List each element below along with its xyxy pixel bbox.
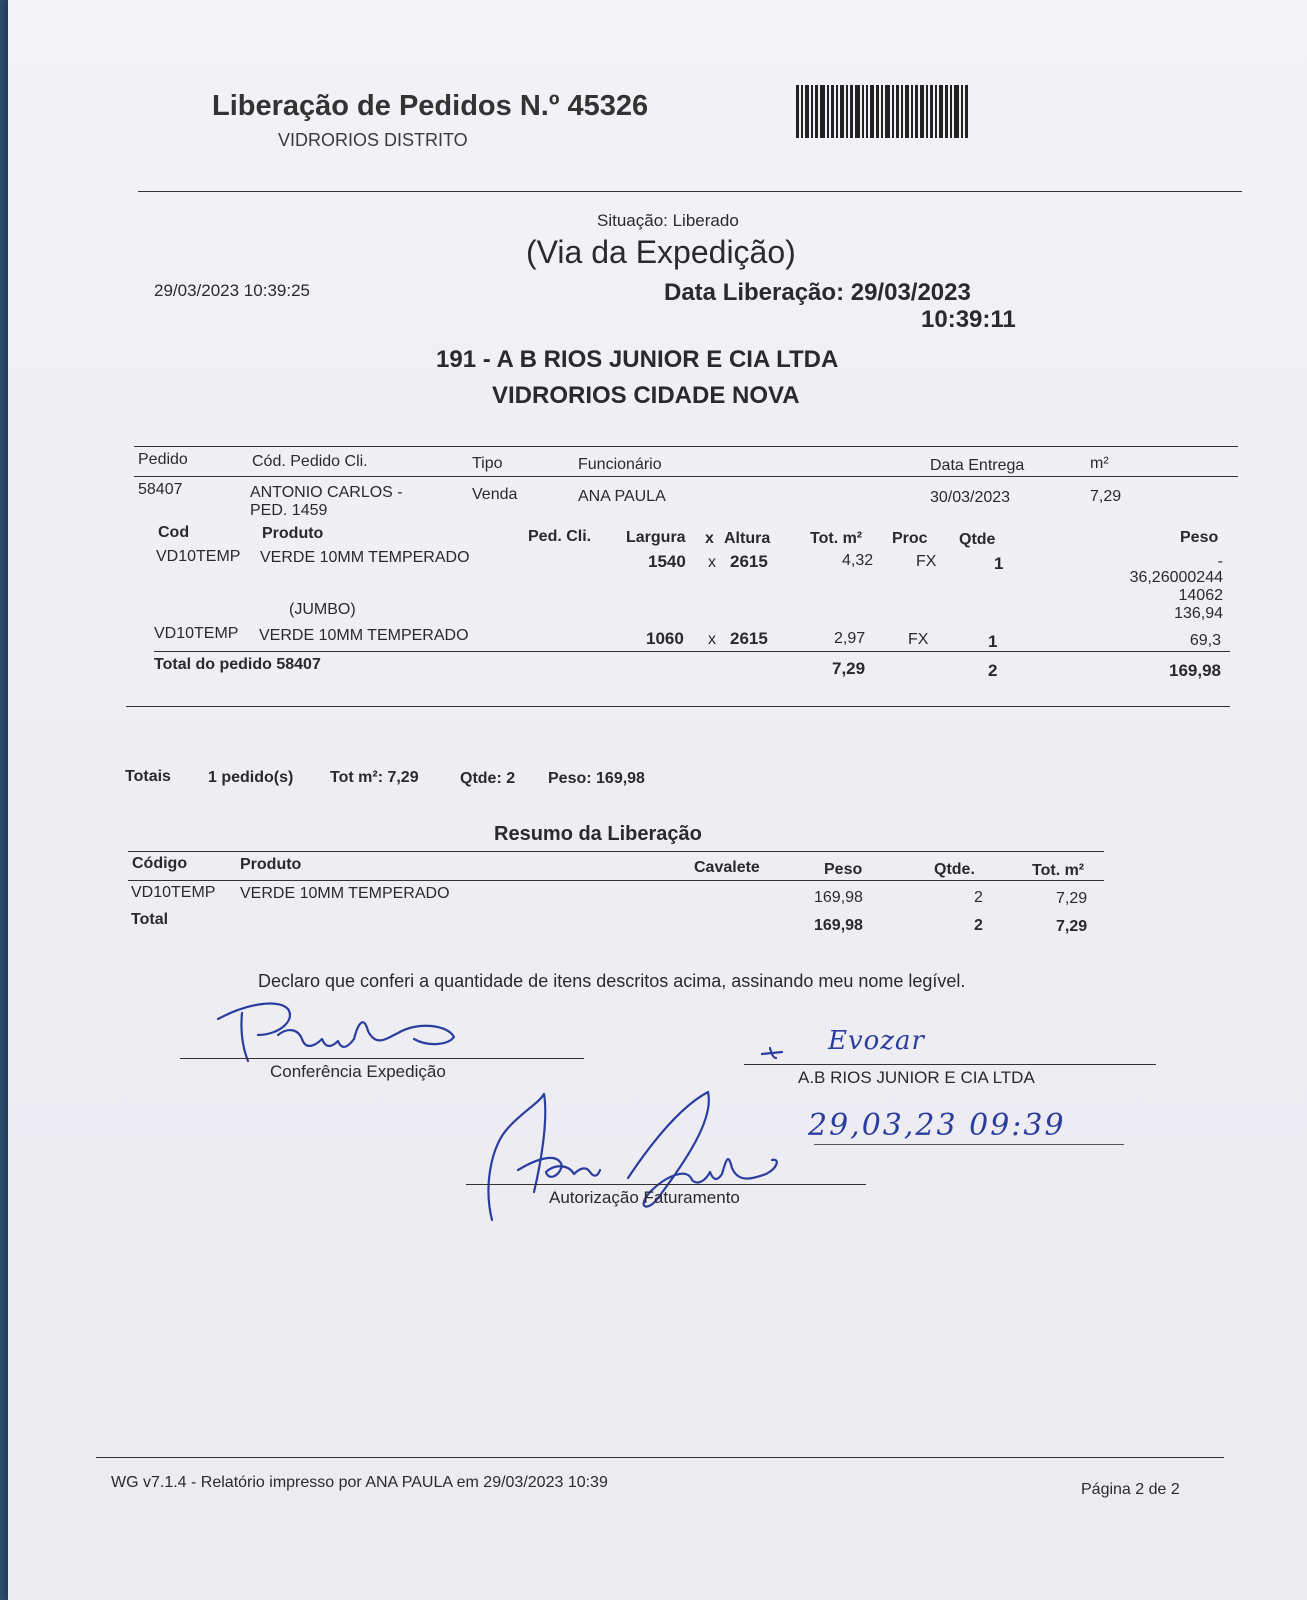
item-1-qtde: 1 [994,554,1004,573]
company-signature-line [744,1064,1156,1065]
item-1-produto: VERDE 10MM TEMPERADO [260,549,470,566]
totais-m2: Tot m²: 7,29 [330,769,419,786]
client-name: 191 - A B RIOS JUNIOR E CIA LTDA [436,346,839,373]
order-pedido: 58407 [138,481,183,498]
section-divider [126,706,1230,707]
totais-qtde: Qtde: 2 [460,770,516,787]
resumo-total-tot-m2: 7,29 [1056,918,1088,935]
item-1-altura: 2615 [730,552,768,571]
items-col-tot-m2: Tot. m² [810,530,863,547]
order-total-label: Total do pedido 58407 [154,656,321,673]
item-2-tot-m2: 2,97 [834,630,866,647]
order-total-qtde: 2 [988,661,998,680]
items-col-cod: Cod [158,524,190,541]
resumo-total-label: Total [131,911,169,928]
col-data-entrega: Data Entrega [930,457,1025,474]
item-1-peso-line1: - [1217,553,1223,570]
resumo-produto: VERDE 10MM TEMPERADO [240,885,450,902]
order-table-top-line [134,446,1238,447]
col-funcionario: Funcionário [578,456,662,473]
date-underline [814,1144,1124,1145]
col-m2: m² [1090,455,1109,472]
order-m2: 7,29 [1090,488,1122,505]
handwritten-name: Evozar [828,1026,925,1056]
item-2-qtde: 1 [988,632,998,651]
conferencia-label: Conferência Expedição [270,1062,446,1081]
release-date: Data Liberação: 29/03/2023 [664,279,971,306]
conferencia-signature [208,995,468,1065]
resumo-col-tot-m2: Tot. m² [1032,862,1085,879]
item-2-largura: 1060 [646,629,684,648]
resumo-total-peso: 169,98 [814,917,863,934]
item-1-peso-line4: 136,94 [1174,605,1223,622]
items-total-line [154,651,1230,652]
autorizacao-signature-line [466,1184,866,1185]
items-col-produto: Produto [262,525,324,542]
header-divider [138,191,1242,192]
resumo-peso: 169,98 [814,889,863,906]
item-1-x: x [708,554,716,571]
resumo-top-line [128,851,1104,852]
client-store: VIDRORIOS CIDADE NOVA [492,382,800,409]
footer-divider [96,1457,1224,1458]
company-label: A.B RIOS JUNIOR E CIA LTDA [798,1068,1035,1087]
resumo-codigo: VD10TEMP [131,884,216,901]
items-col-altura: Altura [724,530,771,547]
order-total-m2: 7,29 [832,659,866,678]
item-1-tot-m2: 4,32 [842,552,874,569]
col-cod-pedido-cli: Cód. Pedido Cli. [252,453,368,470]
conferencia-signature-line [180,1058,584,1059]
item-1-peso-line3: 14062 [1178,587,1223,604]
item-1-peso-line2: 36,26000244 [1129,569,1223,586]
item-2-cod: VD10TEMP [154,625,239,642]
document-page [8,0,1307,1600]
release-time: 10:39:11 [921,306,1016,333]
barcode [796,85,992,138]
document-title: Liberação de Pedidos N.º 45326 [212,90,649,122]
footer-report-info: WG v7.1.4 - Relatório impresso por ANA PAULA em 29/03/2023 10:39 [111,1474,608,1491]
item-2-peso: 69,3 [1189,632,1221,649]
order-cod-cli-line1: ANTONIO CARLOS - [250,484,403,501]
item-2-produto: VERDE 10MM TEMPERADO [259,627,469,644]
order-cod-cli-line2: PED. 1459 [250,502,328,519]
resumo-col-qtde: Qtde. [934,861,975,878]
document-subtitle: VIDRORIOS DISTRITO [278,130,468,150]
item-2-proc: FX [908,631,929,648]
order-tipo: Venda [472,486,518,503]
via-label: (Via da Expedição) [526,234,796,270]
items-col-x: x [705,530,714,547]
resumo-qtde: 2 [974,889,983,906]
item-1-cod: VD10TEMP [156,548,241,565]
resumo-tot-m2: 7,29 [1056,890,1088,907]
order-table-header-line [134,476,1238,477]
order-funcionario: ANA PAULA [578,488,666,505]
col-pedido: Pedido [138,451,188,468]
page-number: Página 2 de 2 [1081,1481,1180,1498]
col-tipo: Tipo [472,455,503,472]
order-data-entrega: 30/03/2023 [930,489,1011,506]
totais-pedidos: 1 pedido(s) [208,769,294,786]
resumo-col-codigo: Código [132,855,188,872]
item-1-proc: FX [916,553,937,570]
handwritten-date: 29,03,23 09:39 [808,1108,1066,1143]
items-col-ped-cli: Ped. Cli. [528,528,592,545]
item-1-largura: 1540 [648,552,686,571]
resumo-total-qtde: 2 [974,917,983,934]
items-col-largura: Largura [626,529,686,546]
resumo-col-produto: Produto [240,856,302,873]
resumo-col-cavalete: Cavalete [694,859,760,876]
resumo-title: Resumo da Liberação [494,823,702,845]
status-text: Situação: Liberado [597,211,739,230]
items-col-proc: Proc [892,530,928,547]
items-col-peso: Peso [1180,529,1219,546]
resumo-col-peso: Peso [824,861,863,878]
totais-label: Totais [125,768,171,785]
totais-peso: Peso: 169,98 [548,770,645,787]
item-2-altura: 2615 [730,629,768,648]
item-2-x: x [708,631,716,648]
printed-timestamp: 29/03/2023 10:39:25 [154,281,310,300]
items-col-qtde: Qtde [959,531,996,548]
autorizacao-label: Autorização Faturamento [549,1188,740,1207]
resumo-header-line [128,880,1104,881]
declaration-text: Declaro que conferi a quantidade de itens descritos acima, assinando meu nome legível. [258,971,966,991]
item-1-extra: (JUMBO) [289,601,356,618]
order-total-peso: 169,98 [1169,661,1221,680]
